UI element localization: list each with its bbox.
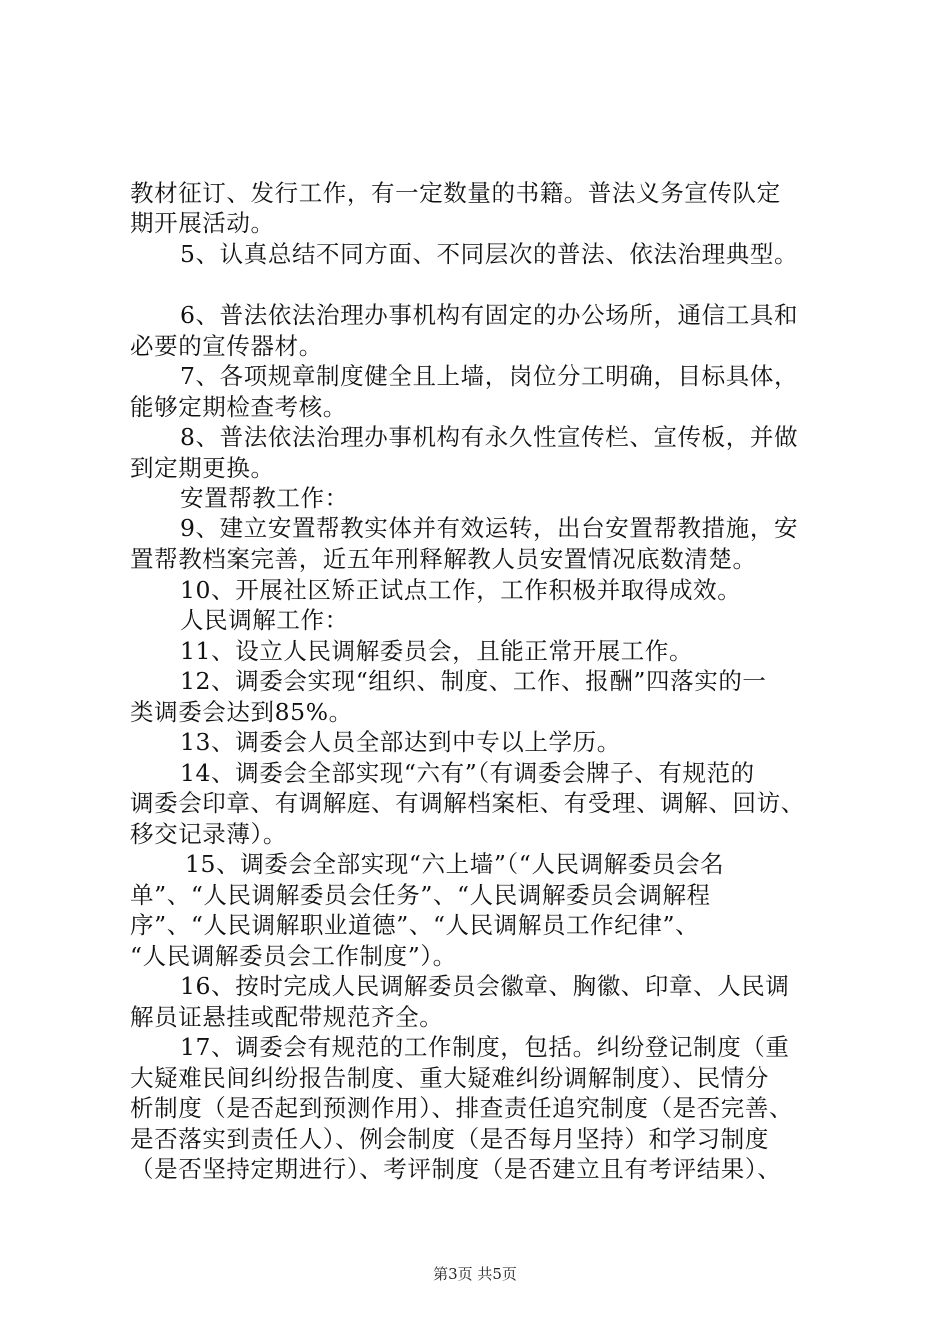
section-heading: 安置帮教工作：	[180, 484, 349, 512]
text-line: 解员证悬挂或配带规范齐全。	[130, 1003, 444, 1031]
text-line: 教材征订、发行工作，有一定数量的书籍。普法义务宣传队定	[130, 179, 781, 207]
text-line: 析制度（是否起到预测作用）、排查责任追究制度（是否完善、	[130, 1094, 794, 1122]
text-line: 17、调委会有规范的工作制度，包括。纠纷登记制度（重	[180, 1033, 790, 1061]
text-line: 5、认真总结不同方面、不同层次的普法、依法治理典型。	[180, 240, 799, 268]
text-line: 类调委会达到85%。	[130, 698, 353, 726]
text-line: 期开展活动。	[130, 209, 275, 237]
text-line: 12、调委会实现“组织、制度、工作、报酬”四落实的一	[180, 667, 767, 695]
text-line: 8、普法依法治理办事机构有永久性宣传栏、宣传板，并做	[180, 423, 799, 451]
text-line: 大疑难民间纠纷报告制度、重大疑难纠纷调解制度）、民情分	[130, 1064, 769, 1092]
text-line: 置帮教档案完善，近五年刑释解教人员安置情况底数清楚。	[130, 545, 757, 573]
text-line: 9、建立安置帮教实体并有效运转，出台安置帮教措施，安	[180, 514, 799, 542]
text-line: 单”、“人民调解委员会任务”、“人民调解委员会调解程	[130, 881, 711, 909]
text-line: “人民调解委员会工作制度”）。	[130, 942, 457, 970]
text-line: 调委会印章、有调解庭、有调解档案柜、有受理、调解、回访、	[130, 789, 805, 817]
text-line: 7、各项规章制度健全且上墙，岗位分工明确，目标具体，	[180, 362, 799, 390]
text-line: 序”、“人民调解职业道德”、“人民调解员工作纪律”、	[130, 911, 700, 939]
text-line: 13、调委会人员全部达到中专以上学历。	[180, 728, 621, 756]
text-line: 能够定期检查考核。	[130, 393, 347, 421]
text-line: 移交记录薄）。	[130, 820, 287, 848]
section-heading: 人民调解工作：	[180, 606, 349, 634]
text-line: 10、开展社区矫正试点工作，工作积极并取得成效。	[180, 576, 742, 604]
text-line: 6、普法依法治理办事机构有固定的办公场所，通信工具和	[180, 301, 799, 329]
text-line: 到定期更换。	[130, 454, 275, 482]
page-number-footer: 第3页 共5页	[433, 1265, 517, 1283]
text-line: 15、调委会全部实现“六上墙”（“人民调解委员会名	[185, 850, 725, 878]
text-line: 11、设立人民调解委员会，且能正常开展工作。	[180, 637, 694, 665]
text-line: 必要的宣传器材。	[130, 332, 323, 360]
text-line: 16、按时完成人民调解委员会徽章、胸徽、印章、人民调	[180, 972, 790, 1000]
text-line: 14、调委会全部实现“六有”（有调委会牌子、有规范的	[180, 759, 755, 787]
text-line: （是否坚持定期进行）、考评制度（是否建立且有考评结果）、	[130, 1155, 782, 1183]
text-line: 是否落实到责任人）、例会制度（是否每月坚持）和学习制度	[130, 1125, 769, 1153]
